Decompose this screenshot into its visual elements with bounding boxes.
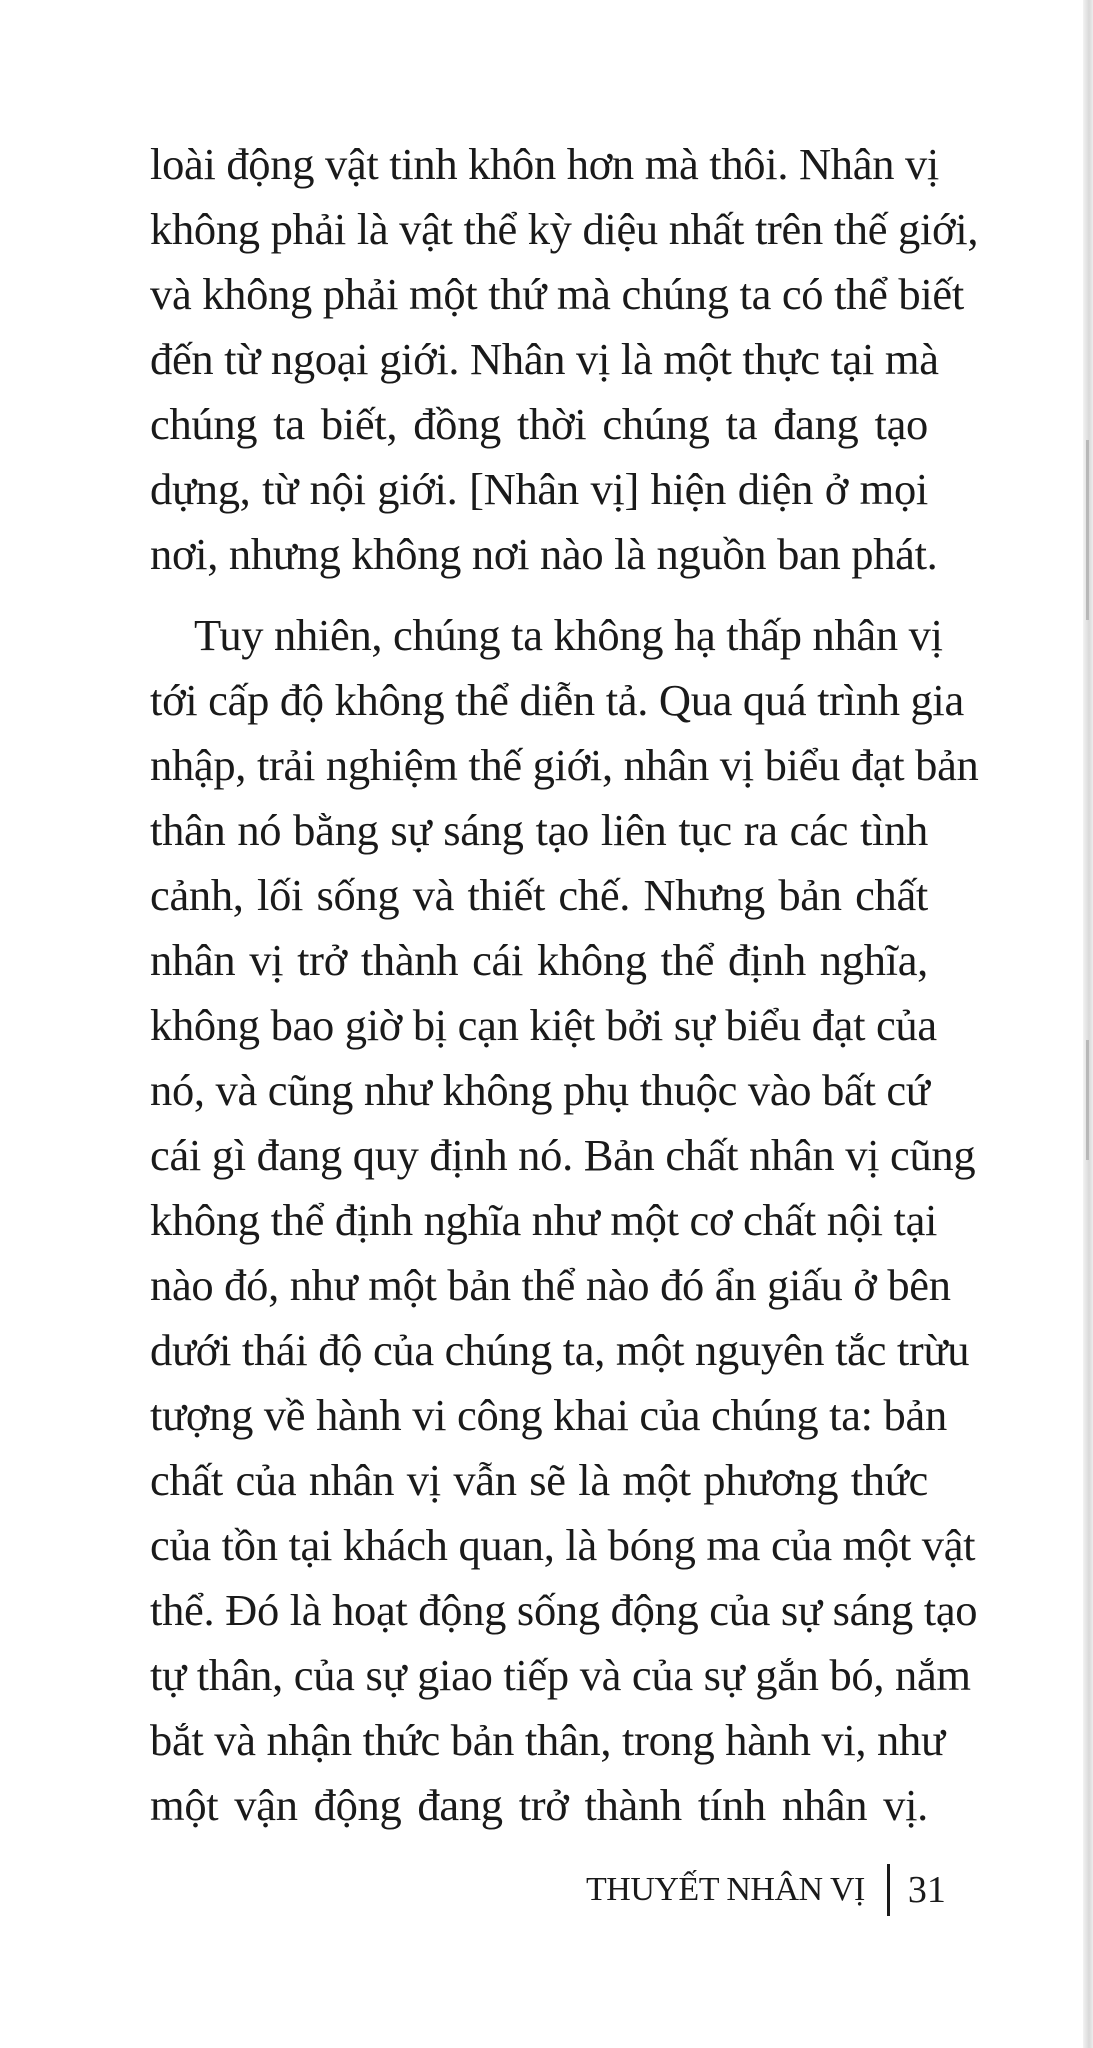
text-line: tượng về hành vi công khai của chúng ta: bản [150,1390,947,1440]
body-text [150,132,979,1838]
footer-divider [887,1864,890,1916]
text-line: thân nó bằng sự sáng tạo liên tục ra các tình [150,805,928,855]
text-line: tới cấp độ không thể diễn tả. Qua quá trình gia [150,675,964,725]
text-line: không phải là vật thể kỳ diệu nhất trên thế giới, [150,204,979,254]
scan-mark [1086,440,1089,620]
text-line: và không phải một thứ mà chúng ta có thể biết [150,269,964,319]
page-number: 31 [907,1869,946,1911]
text-line: không thể định nghĩa như một cơ chất nội tại [150,1195,938,1245]
text-line: nó, và cũng như không phụ thuộc vào bất cứ [150,1065,930,1115]
text-line: nhập, trải nghiệm thế giới, nhân vị biểu đạt bản [150,740,979,790]
text-line: cảnh, lối sống và thiết chế. Nhưng bản chất [150,870,928,920]
text-line: dựng, từ nội giới. [Nhân vị] hiện diện ở mọi [150,464,928,514]
page-footer [586,1860,946,1920]
text-line: bắt và nhận thức bản thân, trong hành vi, như [150,1715,945,1765]
paragraph-2 [150,603,979,1838]
scan-edge [1083,0,1093,2048]
running-head: THUYẾT NHÂN VỊ [586,1871,865,1908]
text-line: Tuy nhiên, chúng ta không hạ thấp nhân vị [194,610,943,660]
text-line: chúng ta biết, đồng thời chúng ta đang tạo [150,399,928,449]
text-line: nơi, nhưng không nơi nào là nguồn ban phát. [150,529,938,579]
text-line: của tồn tại khách quan, là bóng ma của một vật [150,1520,976,1570]
paragraph-1 [150,132,979,587]
text-line: một vận động đang trở thành tính nhân vị. [150,1780,928,1830]
text-line: nào đó, như một bản thể nào đó ẩn giấu ở bên [150,1260,951,1310]
text-line: tự thân, của sự giao tiếp và của sự gắn bó, nắm [150,1650,971,1700]
text-line: loài động vật tinh khôn hơn mà thôi. Nhân vị [150,139,939,189]
text-line: dưới thái độ của chúng ta, một nguyên tắc trừu [150,1325,970,1375]
scan-mark [1086,1040,1089,1160]
text-line: đến từ ngoại giới. Nhân vị là một thực tại mà [150,334,939,384]
text-line: nhân vị trở thành cái không thể định nghĩa, [150,935,928,985]
text-line: cái gì đang quy định nó. Bản chất nhân vị cũng [150,1130,976,1180]
text-line: chất của nhân vị vẫn sẽ là một phương thức [150,1455,928,1505]
text-line: không bao giờ bị cạn kiệt bởi sự biểu đạt của [150,1000,937,1050]
text-line: thể. Đó là hoạt động sống động của sự sáng tạo [150,1585,978,1635]
